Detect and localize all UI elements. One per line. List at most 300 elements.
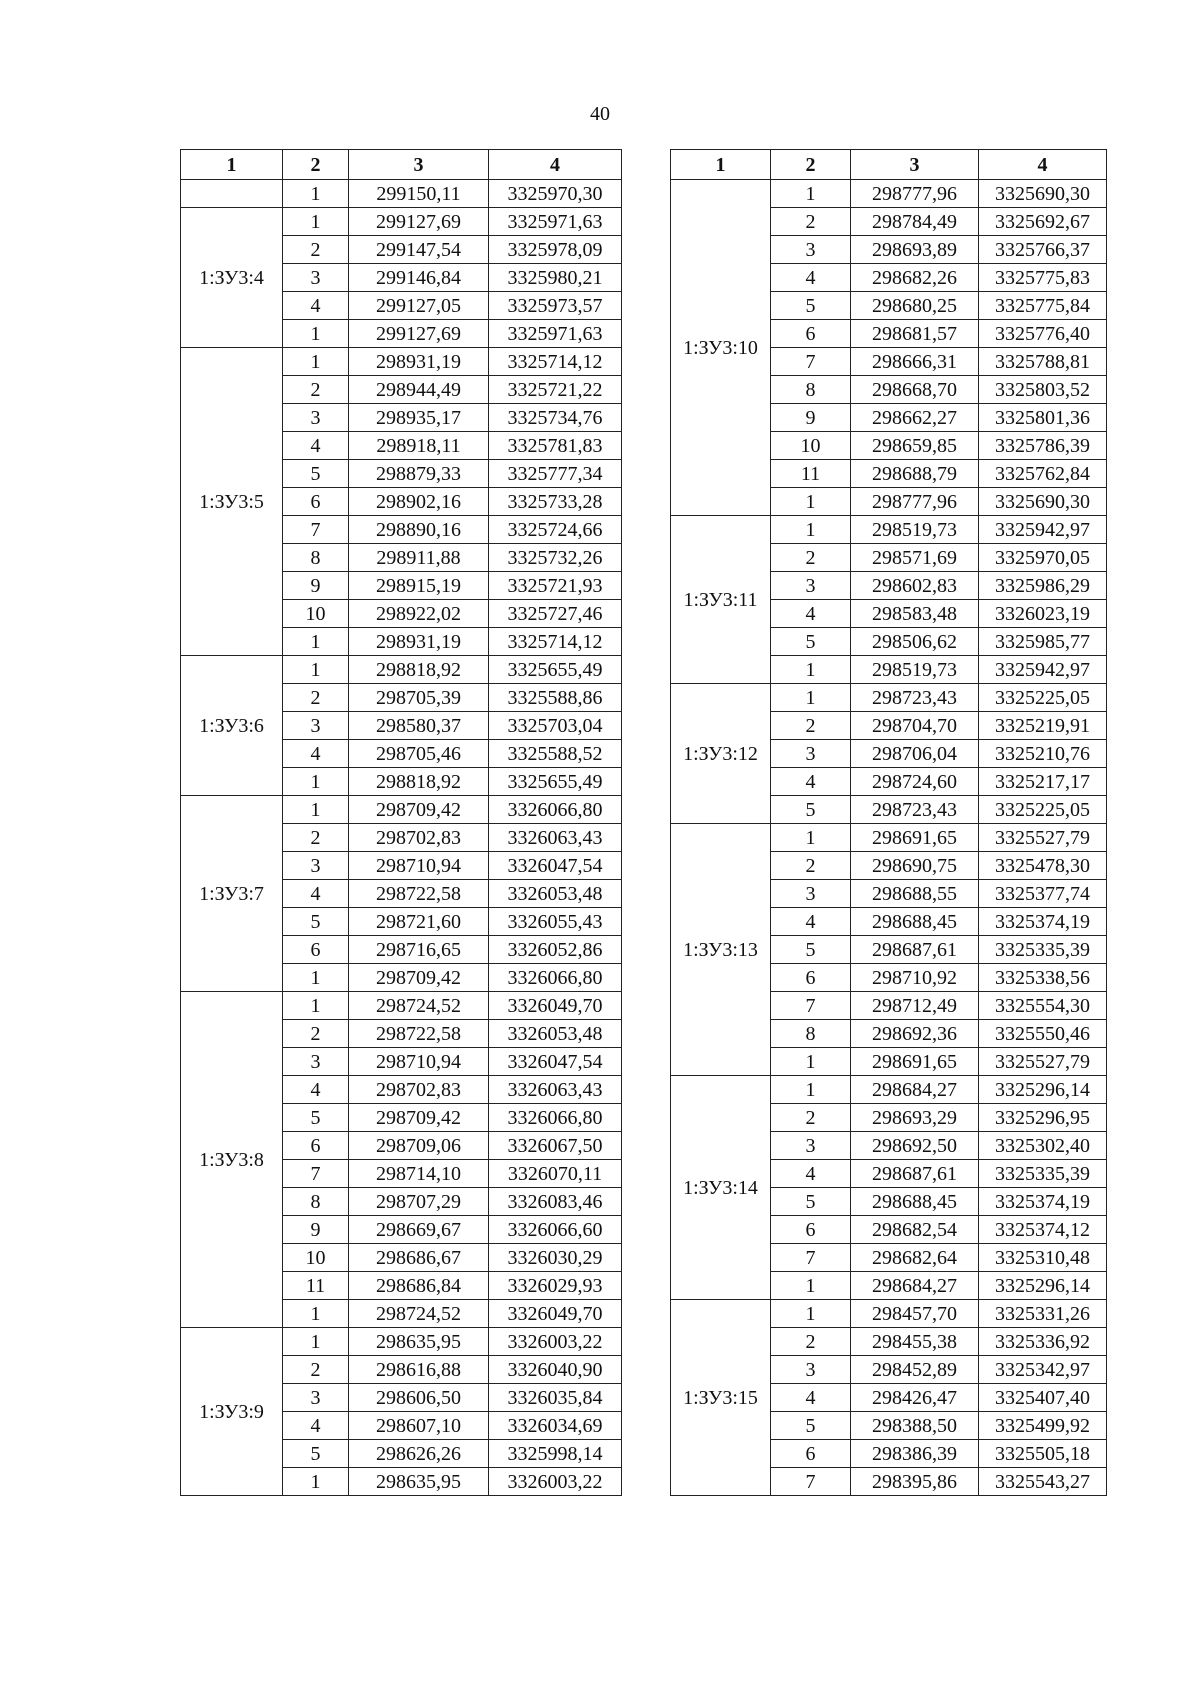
point-number: 5 xyxy=(283,908,349,936)
coordinate-x: 298902,16 xyxy=(349,488,489,516)
coordinate-x: 298931,19 xyxy=(349,628,489,656)
point-number: 4 xyxy=(771,908,851,936)
coordinate-y: 3325219,91 xyxy=(979,712,1107,740)
coordinate-x: 298721,60 xyxy=(349,908,489,936)
coordinate-y: 3325499,92 xyxy=(979,1412,1107,1440)
coordinate-x: 298922,02 xyxy=(349,600,489,628)
coordinate-y: 3326066,80 xyxy=(489,796,622,824)
coordinate-y: 3325210,76 xyxy=(979,740,1107,768)
coordinate-x: 298506,62 xyxy=(851,628,979,656)
coordinate-y: 3325788,81 xyxy=(979,348,1107,376)
coordinate-x: 298388,50 xyxy=(851,1412,979,1440)
coordinate-x: 298662,27 xyxy=(851,404,979,432)
coordinate-y: 3325505,18 xyxy=(979,1440,1107,1468)
point-number: 5 xyxy=(771,936,851,964)
coordinate-y: 3325973,57 xyxy=(489,292,622,320)
coordinate-y: 3325588,86 xyxy=(489,684,622,712)
point-number: 5 xyxy=(771,796,851,824)
coordinate-y: 3325775,84 xyxy=(979,292,1107,320)
point-number: 2 xyxy=(283,236,349,264)
coordinate-y: 3326083,46 xyxy=(489,1188,622,1216)
coordinate-x: 298915,19 xyxy=(349,572,489,600)
point-number: 3 xyxy=(283,712,349,740)
header-col-4: 4 xyxy=(489,150,622,180)
coordinate-y: 3326003,22 xyxy=(489,1328,622,1356)
point-number: 9 xyxy=(283,572,349,600)
coordinate-y: 3325998,14 xyxy=(489,1440,622,1468)
parcel-label: 1:ЗУ3:5 xyxy=(181,348,283,656)
coordinate-x: 298688,79 xyxy=(851,460,979,488)
point-number: 3 xyxy=(283,264,349,292)
coordinate-x: 298702,83 xyxy=(349,1076,489,1104)
coordinate-x: 298706,04 xyxy=(851,740,979,768)
coordinate-y: 3325776,40 xyxy=(979,320,1107,348)
coordinate-y: 3325217,17 xyxy=(979,768,1107,796)
point-number: 8 xyxy=(771,376,851,404)
point-number: 3 xyxy=(771,740,851,768)
point-number: 4 xyxy=(771,600,851,628)
coordinates-table-right xyxy=(670,149,1107,1496)
point-number: 3 xyxy=(771,880,851,908)
coordinate-x: 298707,29 xyxy=(349,1188,489,1216)
header-col-2: 2 xyxy=(283,150,349,180)
coordinate-x: 298519,73 xyxy=(851,516,979,544)
point-number: 7 xyxy=(283,1160,349,1188)
point-number: 1 xyxy=(771,1300,851,1328)
table-body xyxy=(181,180,622,1496)
header-col-3: 3 xyxy=(851,150,979,180)
point-number: 2 xyxy=(283,1356,349,1384)
coordinate-y: 3325781,83 xyxy=(489,432,622,460)
point-number: 2 xyxy=(771,1328,851,1356)
coordinate-y: 3326053,48 xyxy=(489,880,622,908)
point-number: 5 xyxy=(283,1104,349,1132)
point-number: 5 xyxy=(771,1412,851,1440)
coordinate-x: 298911,88 xyxy=(349,544,489,572)
point-number: 6 xyxy=(283,1132,349,1160)
coordinate-y: 3325970,30 xyxy=(489,180,622,208)
coordinate-y: 3325775,83 xyxy=(979,264,1107,292)
coordinate-y: 3325527,79 xyxy=(979,824,1107,852)
coordinate-y: 3325690,30 xyxy=(979,488,1107,516)
point-number: 4 xyxy=(283,740,349,768)
coordinate-x: 298702,83 xyxy=(349,824,489,852)
coordinate-y: 3325727,46 xyxy=(489,600,622,628)
coordinate-y: 3325762,84 xyxy=(979,460,1107,488)
parcel-label: 1:ЗУ3:8 xyxy=(181,992,283,1328)
table-row xyxy=(181,656,622,684)
point-number: 1 xyxy=(283,348,349,376)
coordinate-y: 3326003,22 xyxy=(489,1468,622,1496)
coordinate-x: 298710,92 xyxy=(851,964,979,992)
parcel-label: 1:ЗУ3:4 xyxy=(181,208,283,348)
coordinate-x: 298690,75 xyxy=(851,852,979,880)
coordinate-x: 298777,96 xyxy=(851,180,979,208)
coordinate-x: 298635,95 xyxy=(349,1328,489,1356)
point-number: 3 xyxy=(771,236,851,264)
coordinate-x: 298692,50 xyxy=(851,1132,979,1160)
point-number: 5 xyxy=(283,1440,349,1468)
point-number: 10 xyxy=(283,600,349,628)
coordinate-x: 298705,39 xyxy=(349,684,489,712)
coordinate-x: 298688,45 xyxy=(851,1188,979,1216)
coordinate-x: 298680,25 xyxy=(851,292,979,320)
coordinate-x: 298682,64 xyxy=(851,1244,979,1272)
coordinate-x: 298519,73 xyxy=(851,656,979,684)
coordinate-y: 3326063,43 xyxy=(489,824,622,852)
coordinate-y: 3325331,26 xyxy=(979,1300,1107,1328)
coordinate-y: 3325302,40 xyxy=(979,1132,1107,1160)
point-number: 3 xyxy=(283,404,349,432)
coordinate-x: 298723,43 xyxy=(851,796,979,824)
coordinate-y: 3326023,19 xyxy=(979,600,1107,628)
point-number: 7 xyxy=(771,992,851,1020)
point-number: 7 xyxy=(771,1468,851,1496)
coordinate-x: 298712,49 xyxy=(851,992,979,1020)
point-number: 5 xyxy=(771,1188,851,1216)
coordinate-y: 3325980,21 xyxy=(489,264,622,292)
point-number: 8 xyxy=(283,544,349,572)
point-number: 4 xyxy=(283,292,349,320)
coordinate-x: 298607,10 xyxy=(349,1412,489,1440)
coordinate-x: 298724,60 xyxy=(851,768,979,796)
coordinate-x: 298626,26 xyxy=(349,1440,489,1468)
point-number: 1 xyxy=(283,992,349,1020)
coordinate-y: 3325296,14 xyxy=(979,1272,1107,1300)
point-number: 2 xyxy=(771,544,851,572)
coordinate-y: 3325374,19 xyxy=(979,1188,1107,1216)
point-number: 5 xyxy=(771,292,851,320)
coordinate-y: 3325527,79 xyxy=(979,1048,1107,1076)
point-number: 2 xyxy=(283,684,349,712)
parcel-label: 1:ЗУ3:9 xyxy=(181,1328,283,1496)
coordinate-y: 3325690,30 xyxy=(979,180,1107,208)
point-number: 5 xyxy=(771,628,851,656)
coordinate-x: 298452,89 xyxy=(851,1356,979,1384)
table-row xyxy=(671,180,1107,208)
parcel-label: 1:ЗУ3:6 xyxy=(181,656,283,796)
point-number: 3 xyxy=(771,1356,851,1384)
page-number: 40 xyxy=(590,103,610,125)
parcel-label: 1:ЗУ3:11 xyxy=(671,516,771,684)
coordinate-y: 3326067,50 xyxy=(489,1132,622,1160)
point-number: 1 xyxy=(283,180,349,208)
point-number: 7 xyxy=(771,348,851,376)
point-number: 10 xyxy=(283,1244,349,1272)
table-row xyxy=(181,180,622,208)
point-number: 5 xyxy=(283,460,349,488)
point-number: 1 xyxy=(283,320,349,348)
coordinate-y: 3326052,86 xyxy=(489,936,622,964)
coordinate-x: 298686,84 xyxy=(349,1272,489,1300)
coordinate-y: 3325335,39 xyxy=(979,1160,1107,1188)
table-header-row xyxy=(671,150,1107,180)
coordinate-x: 298580,37 xyxy=(349,712,489,740)
point-number: 1 xyxy=(283,1300,349,1328)
point-number: 9 xyxy=(283,1216,349,1244)
point-number: 6 xyxy=(283,488,349,516)
coordinate-x: 298688,55 xyxy=(851,880,979,908)
coordinate-y: 3325714,12 xyxy=(489,628,622,656)
header-col-2: 2 xyxy=(771,150,851,180)
coordinate-y: 3325766,37 xyxy=(979,236,1107,264)
coordinate-x: 298571,69 xyxy=(851,544,979,572)
table-row xyxy=(671,1076,1107,1104)
coordinate-x: 298879,33 xyxy=(349,460,489,488)
coordinate-y: 3326047,54 xyxy=(489,852,622,880)
point-number: 1 xyxy=(771,516,851,544)
coordinate-x: 299127,69 xyxy=(349,208,489,236)
coordinate-x: 298395,86 xyxy=(851,1468,979,1496)
header-col-4: 4 xyxy=(979,150,1107,180)
coordinate-x: 298682,54 xyxy=(851,1216,979,1244)
coordinate-x: 299150,11 xyxy=(349,180,489,208)
coordinate-x: 298710,94 xyxy=(349,852,489,880)
point-number: 7 xyxy=(283,516,349,544)
coordinate-y: 3325978,09 xyxy=(489,236,622,264)
coordinate-x: 298687,61 xyxy=(851,1160,979,1188)
coordinate-y: 3326047,54 xyxy=(489,1048,622,1076)
table-row xyxy=(181,208,622,236)
point-number: 1 xyxy=(771,488,851,516)
point-number: 3 xyxy=(771,1132,851,1160)
coordinate-y: 3326030,29 xyxy=(489,1244,622,1272)
table-row xyxy=(181,992,622,1020)
coordinate-y: 3325732,26 xyxy=(489,544,622,572)
point-number: 3 xyxy=(283,1048,349,1076)
coordinate-y: 3325338,56 xyxy=(979,964,1107,992)
coordinate-x: 298692,36 xyxy=(851,1020,979,1048)
coordinate-y: 3325550,46 xyxy=(979,1020,1107,1048)
coordinate-x: 298777,96 xyxy=(851,488,979,516)
table-row xyxy=(671,824,1107,852)
coordinate-y: 3325714,12 xyxy=(489,348,622,376)
point-number: 1 xyxy=(283,768,349,796)
coordinate-y: 3325801,36 xyxy=(979,404,1107,432)
coordinate-x: 298818,92 xyxy=(349,656,489,684)
header-col-1: 1 xyxy=(181,150,283,180)
point-number: 2 xyxy=(283,1020,349,1048)
coordinate-x: 298709,42 xyxy=(349,796,489,824)
coordinate-x: 298635,95 xyxy=(349,1468,489,1496)
point-number: 11 xyxy=(283,1272,349,1300)
point-number: 6 xyxy=(283,936,349,964)
point-number: 3 xyxy=(283,1384,349,1412)
point-number: 4 xyxy=(283,432,349,460)
parcel-label: 1:ЗУ3:13 xyxy=(671,824,771,1076)
coordinate-y: 3326053,48 xyxy=(489,1020,622,1048)
coordinate-x: 298705,46 xyxy=(349,740,489,768)
point-number: 4 xyxy=(771,264,851,292)
coordinate-x: 298710,94 xyxy=(349,1048,489,1076)
coordinate-y: 3325803,52 xyxy=(979,376,1107,404)
point-number: 4 xyxy=(771,1384,851,1412)
coordinate-x: 299127,05 xyxy=(349,292,489,320)
point-number: 1 xyxy=(283,656,349,684)
coordinate-y: 3326070,11 xyxy=(489,1160,622,1188)
coordinate-y: 3325734,76 xyxy=(489,404,622,432)
coordinate-y: 3326029,93 xyxy=(489,1272,622,1300)
coordinate-x: 298684,27 xyxy=(851,1076,979,1104)
coordinate-y: 3326066,80 xyxy=(489,964,622,992)
table-row xyxy=(181,348,622,376)
point-number: 1 xyxy=(283,208,349,236)
coordinate-x: 298386,39 xyxy=(851,1440,979,1468)
coordinate-y: 3325942,97 xyxy=(979,516,1107,544)
coordinate-y: 3325733,28 xyxy=(489,488,622,516)
coordinate-y: 3326049,70 xyxy=(489,1300,622,1328)
coordinate-x: 298724,52 xyxy=(349,1300,489,1328)
coordinate-x: 298666,31 xyxy=(851,348,979,376)
coordinate-x: 298684,27 xyxy=(851,1272,979,1300)
coordinate-x: 298724,52 xyxy=(349,992,489,1020)
coordinate-x: 298688,45 xyxy=(851,908,979,936)
point-number: 4 xyxy=(771,768,851,796)
coordinate-x: 298722,58 xyxy=(349,880,489,908)
coordinate-y: 3325335,39 xyxy=(979,936,1107,964)
coordinate-x: 298691,65 xyxy=(851,1048,979,1076)
coordinate-y: 3325342,97 xyxy=(979,1356,1107,1384)
point-number: 4 xyxy=(283,1412,349,1440)
coordinate-x: 298784,49 xyxy=(851,208,979,236)
coordinate-x: 298668,70 xyxy=(851,376,979,404)
parcel-label: 1:ЗУ3:15 xyxy=(671,1300,771,1496)
point-number: 1 xyxy=(283,796,349,824)
coordinate-y: 3325655,49 xyxy=(489,656,622,684)
coordinates-table-left xyxy=(180,149,622,1496)
coordinate-x: 299146,84 xyxy=(349,264,489,292)
coordinate-x: 298687,61 xyxy=(851,936,979,964)
parcel-label xyxy=(181,180,283,208)
point-number: 3 xyxy=(771,572,851,600)
point-number: 3 xyxy=(283,852,349,880)
coordinate-y: 3326063,43 xyxy=(489,1076,622,1104)
parcel-label: 1:ЗУ3:14 xyxy=(671,1076,771,1300)
point-number: 6 xyxy=(771,1440,851,1468)
coordinate-x: 298669,67 xyxy=(349,1216,489,1244)
parcel-label: 1:ЗУ3:10 xyxy=(671,180,771,516)
coordinate-y: 3325336,92 xyxy=(979,1328,1107,1356)
coordinate-y: 3325310,48 xyxy=(979,1244,1107,1272)
point-number: 4 xyxy=(283,1076,349,1104)
coordinate-x: 298890,16 xyxy=(349,516,489,544)
point-number: 4 xyxy=(771,1160,851,1188)
coordinate-x: 298457,70 xyxy=(851,1300,979,1328)
coordinate-y: 3325554,30 xyxy=(979,992,1107,1020)
coordinate-x: 298693,89 xyxy=(851,236,979,264)
coordinate-y: 3325588,52 xyxy=(489,740,622,768)
coordinate-y: 3325970,05 xyxy=(979,544,1107,572)
header-col-1: 1 xyxy=(671,150,771,180)
coordinate-y: 3326035,84 xyxy=(489,1384,622,1412)
point-number: 1 xyxy=(771,684,851,712)
point-number: 7 xyxy=(771,1244,851,1272)
point-number: 1 xyxy=(283,964,349,992)
table-row xyxy=(671,516,1107,544)
coordinate-x: 298935,17 xyxy=(349,404,489,432)
point-number: 10 xyxy=(771,432,851,460)
coordinate-x: 298709,42 xyxy=(349,1104,489,1132)
point-number: 1 xyxy=(771,824,851,852)
point-number: 11 xyxy=(771,460,851,488)
coordinate-y: 3325296,95 xyxy=(979,1104,1107,1132)
coordinate-y: 3325543,27 xyxy=(979,1468,1107,1496)
coordinate-y: 3325374,19 xyxy=(979,908,1107,936)
coordinate-x: 298944,49 xyxy=(349,376,489,404)
coordinate-x: 298606,50 xyxy=(349,1384,489,1412)
point-number: 1 xyxy=(771,1076,851,1104)
coordinate-y: 3325786,39 xyxy=(979,432,1107,460)
point-number: 2 xyxy=(283,376,349,404)
coordinate-y: 3325692,67 xyxy=(979,208,1107,236)
point-number: 6 xyxy=(771,320,851,348)
coordinate-x: 298693,29 xyxy=(851,1104,979,1132)
coordinate-y: 3325971,63 xyxy=(489,320,622,348)
coordinate-y: 3325374,12 xyxy=(979,1216,1107,1244)
coordinate-x: 298686,67 xyxy=(349,1244,489,1272)
coordinate-y: 3325377,74 xyxy=(979,880,1107,908)
point-number: 1 xyxy=(283,1328,349,1356)
point-number: 1 xyxy=(771,180,851,208)
parcel-label: 1:ЗУ3:7 xyxy=(181,796,283,992)
point-number: 1 xyxy=(771,656,851,684)
coordinate-x: 298602,83 xyxy=(851,572,979,600)
coordinate-y: 3325407,40 xyxy=(979,1384,1107,1412)
coordinate-x: 298709,42 xyxy=(349,964,489,992)
coordinate-x: 298709,06 xyxy=(349,1132,489,1160)
point-number: 4 xyxy=(283,880,349,908)
parcel-label: 1:ЗУ3:12 xyxy=(671,684,771,824)
coordinate-x: 298931,19 xyxy=(349,348,489,376)
coordinate-x: 298722,58 xyxy=(349,1020,489,1048)
coordinate-x: 298716,65 xyxy=(349,936,489,964)
point-number: 1 xyxy=(283,1468,349,1496)
coordinate-y: 3325721,22 xyxy=(489,376,622,404)
point-number: 8 xyxy=(283,1188,349,1216)
point-number: 2 xyxy=(771,712,851,740)
table-row xyxy=(181,796,622,824)
coordinate-x: 299127,69 xyxy=(349,320,489,348)
coordinate-y: 3326066,80 xyxy=(489,1104,622,1132)
coordinate-y: 3326040,90 xyxy=(489,1356,622,1384)
coordinate-x: 298426,47 xyxy=(851,1384,979,1412)
point-number: 1 xyxy=(771,1048,851,1076)
coordinate-x: 298918,11 xyxy=(349,432,489,460)
coordinate-x: 298723,43 xyxy=(851,684,979,712)
header-col-3: 3 xyxy=(349,150,489,180)
coordinate-y: 3325777,34 xyxy=(489,460,622,488)
point-number: 6 xyxy=(771,964,851,992)
coordinate-y: 3325721,93 xyxy=(489,572,622,600)
coordinate-x: 298616,88 xyxy=(349,1356,489,1384)
coordinate-y: 3325296,14 xyxy=(979,1076,1107,1104)
point-number: 2 xyxy=(771,208,851,236)
coordinate-y: 3325655,49 xyxy=(489,768,622,796)
point-number: 9 xyxy=(771,404,851,432)
point-number: 2 xyxy=(771,1104,851,1132)
coordinate-x: 298583,48 xyxy=(851,600,979,628)
coordinate-x: 298818,92 xyxy=(349,768,489,796)
coordinate-y: 3325971,63 xyxy=(489,208,622,236)
coordinate-y: 3326066,60 xyxy=(489,1216,622,1244)
point-number: 1 xyxy=(771,1272,851,1300)
coordinate-y: 3325986,29 xyxy=(979,572,1107,600)
coordinate-x: 299147,54 xyxy=(349,236,489,264)
table-body xyxy=(671,180,1107,1496)
point-number: 1 xyxy=(283,628,349,656)
coordinate-y: 3325225,05 xyxy=(979,796,1107,824)
table-header-row xyxy=(181,150,622,180)
